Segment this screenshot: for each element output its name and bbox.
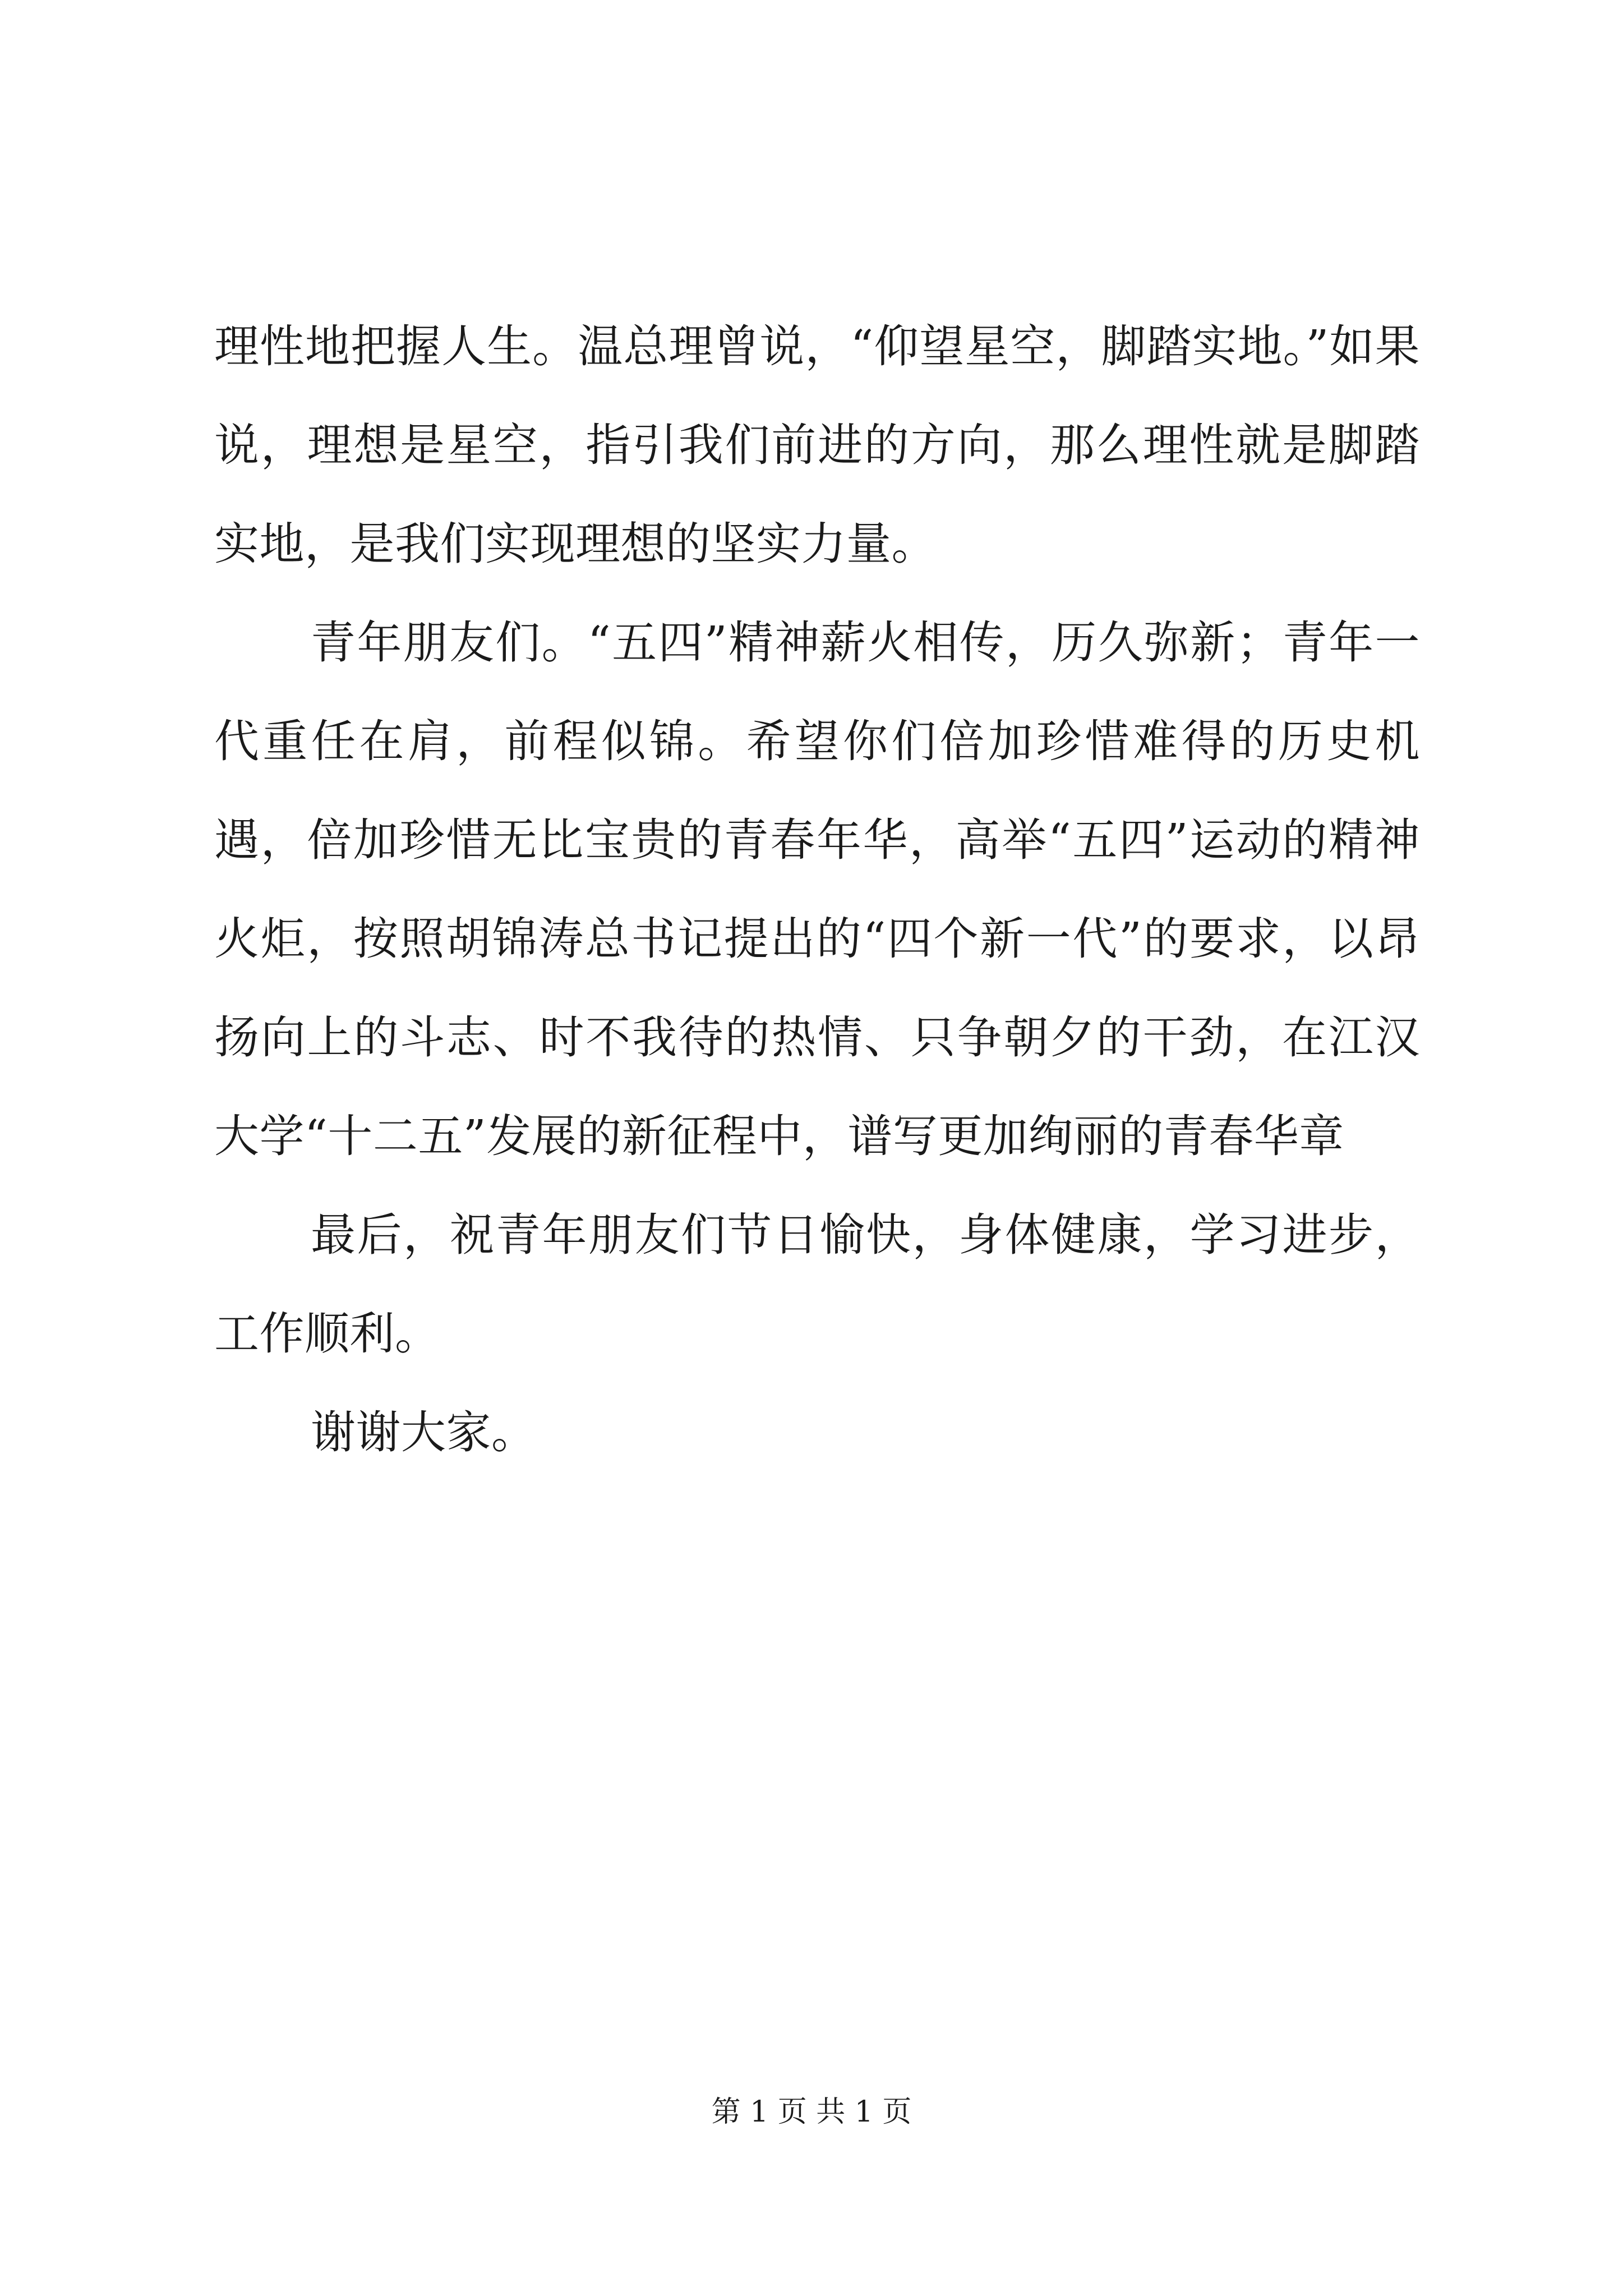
paragraph-rational-life: 理性地把握人生。温总理曾说，“仰望星空，脚踏实地。”如果说，理想是星空，指引我们前进的方向，那么理性就是脚踏实地，是我们实现理想的坚实力量。 — [214, 320, 1420, 570]
paragraph-thanks: 谢谢大家。 — [311, 1406, 537, 1458]
paragraph-closing-wishes: 最后，祝青年朋友们节日愉快，身体健康，学习进步，工作顺利。 — [214, 1209, 1420, 1360]
paragraph-youth-friends: 青年朋友们。“五四”精神薪火相传，历久弥新；青年一代重任在肩，前程似锦。希望你们倍加珍惜难得的历史机遇，倍加珍惜无比宝贵的青春年华，高举“五四”运动的精神火炬，按照胡锦涛总书记提出的“四个新一代”的要求，以昂扬向上的斗志、时不我待的热情、只争朝夕的干劲，在江汉大学“十二五”发展的新征程中，谱写更加绚丽的青春华章 — [214, 616, 1420, 1162]
page-footer: 第 1 页 共 1 页 — [711, 2095, 912, 2129]
document-body — [214, 297, 1420, 1482]
